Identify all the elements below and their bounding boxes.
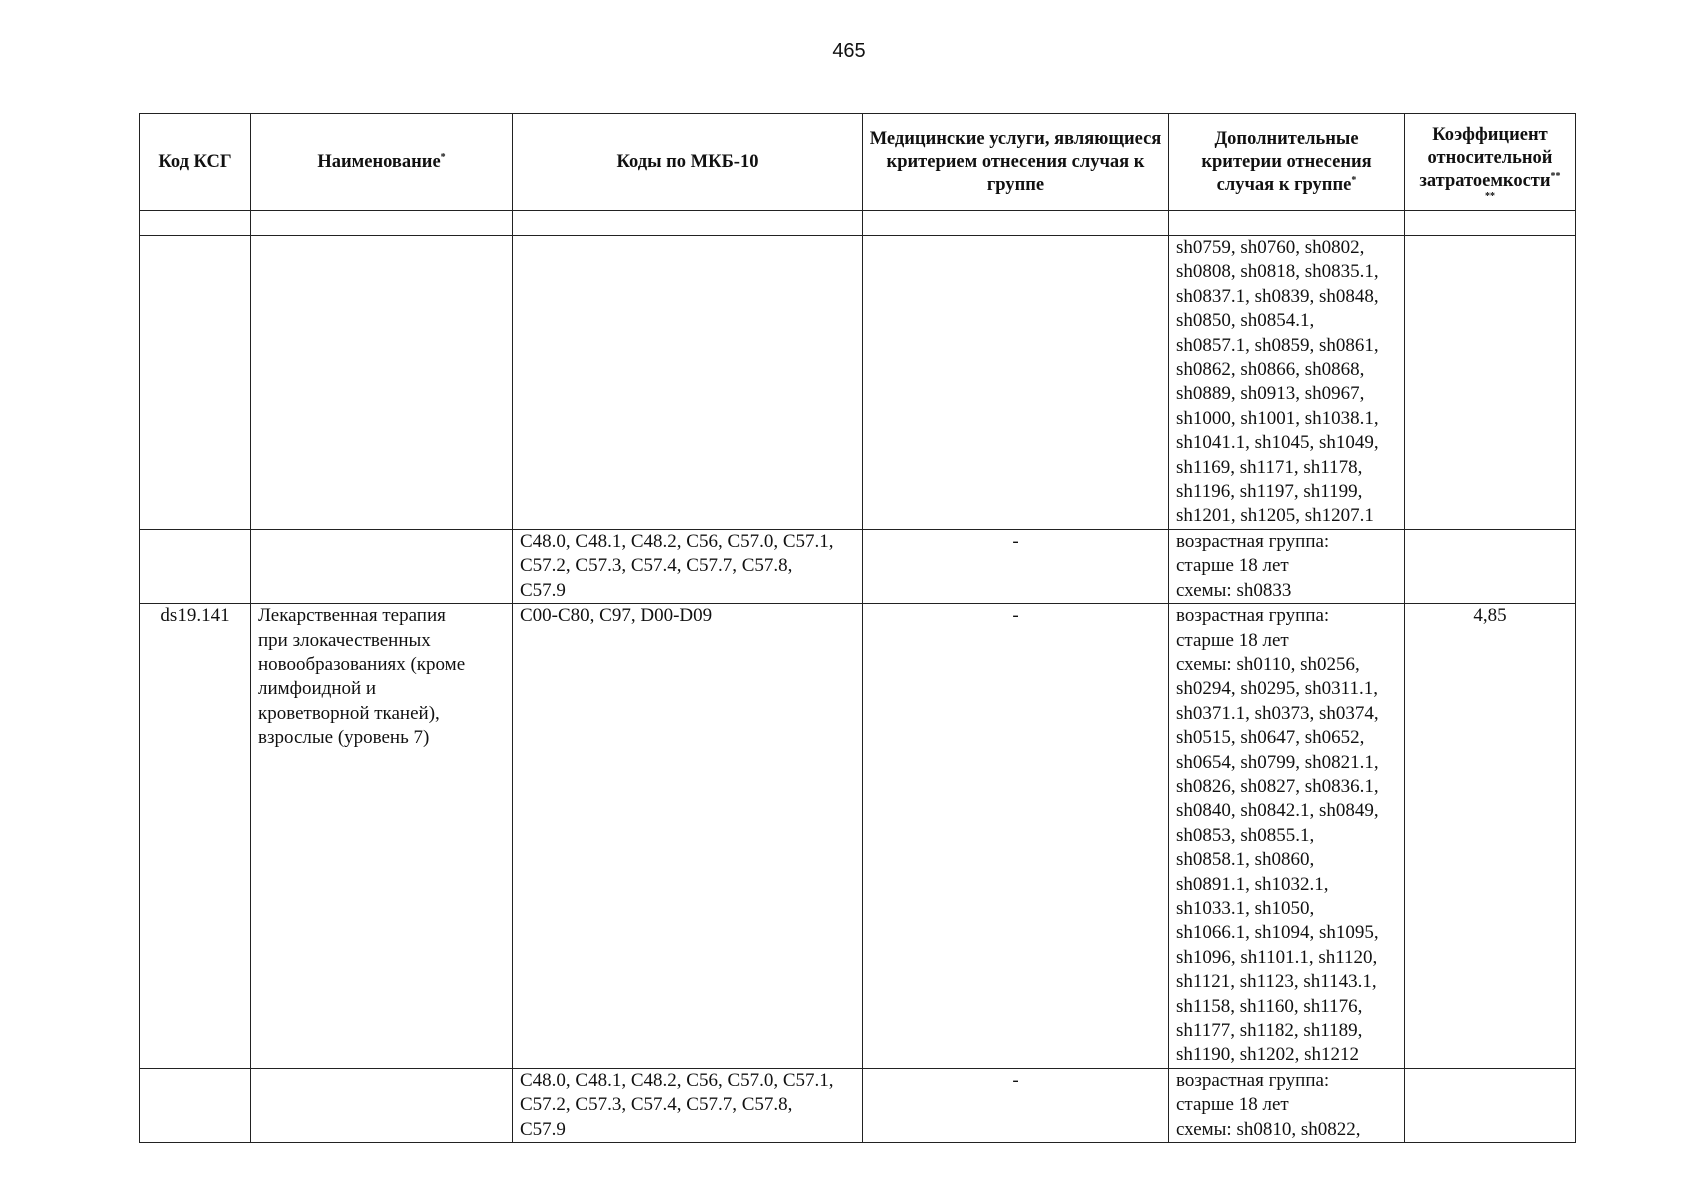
cell-name: Лекарственная терапия при злокачественных новообразованиях (кроме лимфоидной и кроветворной тканей), взрослые (уровень 7)	[251, 604, 513, 1069]
cell-criteria: возрастная группа: старше 18 лет схемы: sh0833	[1169, 529, 1405, 603]
cell-coef: 4,85	[1405, 604, 1576, 1069]
table-row	[140, 604, 1576, 1069]
header-name: Наименование*	[251, 114, 513, 211]
cell-mkb: C48.0, C48.1, C48.2, C56, C57.0, C57.1, C57.2, C57.3, C57.4, C57.7, C57.8, C57.9	[513, 529, 863, 603]
footnote-mark: *	[440, 151, 446, 163]
table-row	[140, 529, 1576, 603]
header-criteria: Дополнительные критерии отнесения случая к группе*	[1169, 114, 1405, 211]
page-number: 465	[832, 40, 866, 62]
footnote-mark: *	[1351, 174, 1357, 186]
cell-code: ds19.141	[140, 604, 251, 1069]
cell-code	[140, 1068, 251, 1142]
header-coef: Коэффициент относительной затратоемкости** **	[1405, 114, 1576, 211]
ksg-table	[139, 113, 1576, 1143]
cell-code	[140, 529, 251, 603]
cell-services	[863, 236, 1169, 530]
cell-code	[140, 236, 251, 530]
cell-name	[251, 529, 513, 603]
cell-mkb	[513, 236, 863, 530]
cell-mkb: C00-C80, C97, D00-D09	[513, 604, 863, 1069]
cell-name	[251, 236, 513, 530]
cell-services: -	[863, 1068, 1169, 1142]
cell-mkb: C48.0, C48.1, C48.2, C56, C57.0, C57.1, C57.2, C57.3, C57.4, C57.7, C57.8, C57.9	[513, 1068, 863, 1142]
header-services: Медицинские услуги, являющиеся критерием отнесения случая к группе	[863, 114, 1169, 211]
cell-coef	[1405, 1068, 1576, 1142]
cell-criteria: возрастная группа: старше 18 лет схемы: sh0110, sh0256, sh0294, sh0295, sh0311.1, sh0371.1, sh0373, sh0374, sh0515, sh0647, sh0652, sh0654, sh0799, sh0821.1, sh0826, sh0827, sh0836.1, sh0840, sh0842.1, sh0849, sh0853, sh0855.1, sh0858.1, sh0860, sh0891.1, sh1032.1, sh1033.1, sh1050, sh1066.1, sh1094, sh1095, sh1096, sh1101.1, sh1120, sh1121, sh1123, sh1143.1, sh1158, sh1160, sh1176, sh1177, sh1182, sh1189, sh1190, sh1202, sh1212	[1169, 604, 1405, 1069]
cell-coef	[1405, 529, 1576, 603]
header-row	[140, 114, 1576, 211]
cell-name	[251, 1068, 513, 1142]
spacer-row	[140, 211, 1576, 236]
cell-criteria: sh0759, sh0760, sh0802, sh0808, sh0818, sh0835.1, sh0837.1, sh0839, sh0848, sh0850, sh0854.1, sh0857.1, sh0859, sh0861, sh0862, sh0866, sh0868, sh0889, sh0913, sh0967, sh1000, sh1001, sh1038.1, sh1041.1, sh1045, sh1049, sh1169, sh1171, sh1178, sh1196, sh1197, sh1199, sh1201, sh1205, sh1207.1	[1169, 236, 1405, 530]
table-row	[140, 236, 1576, 530]
header-code: Код КСГ	[140, 114, 251, 211]
cell-coef	[1405, 236, 1576, 530]
footnote-mark-below: **	[1485, 190, 1495, 202]
header-mkb: Коды по МКБ-10	[513, 114, 863, 211]
footnote-mark: **	[1550, 170, 1561, 182]
cell-criteria: возрастная группа: старше 18 лет схемы: sh0810, sh0822,	[1169, 1068, 1405, 1142]
cell-services: -	[863, 529, 1169, 603]
table-row	[140, 1068, 1576, 1142]
cell-services: -	[863, 604, 1169, 1069]
